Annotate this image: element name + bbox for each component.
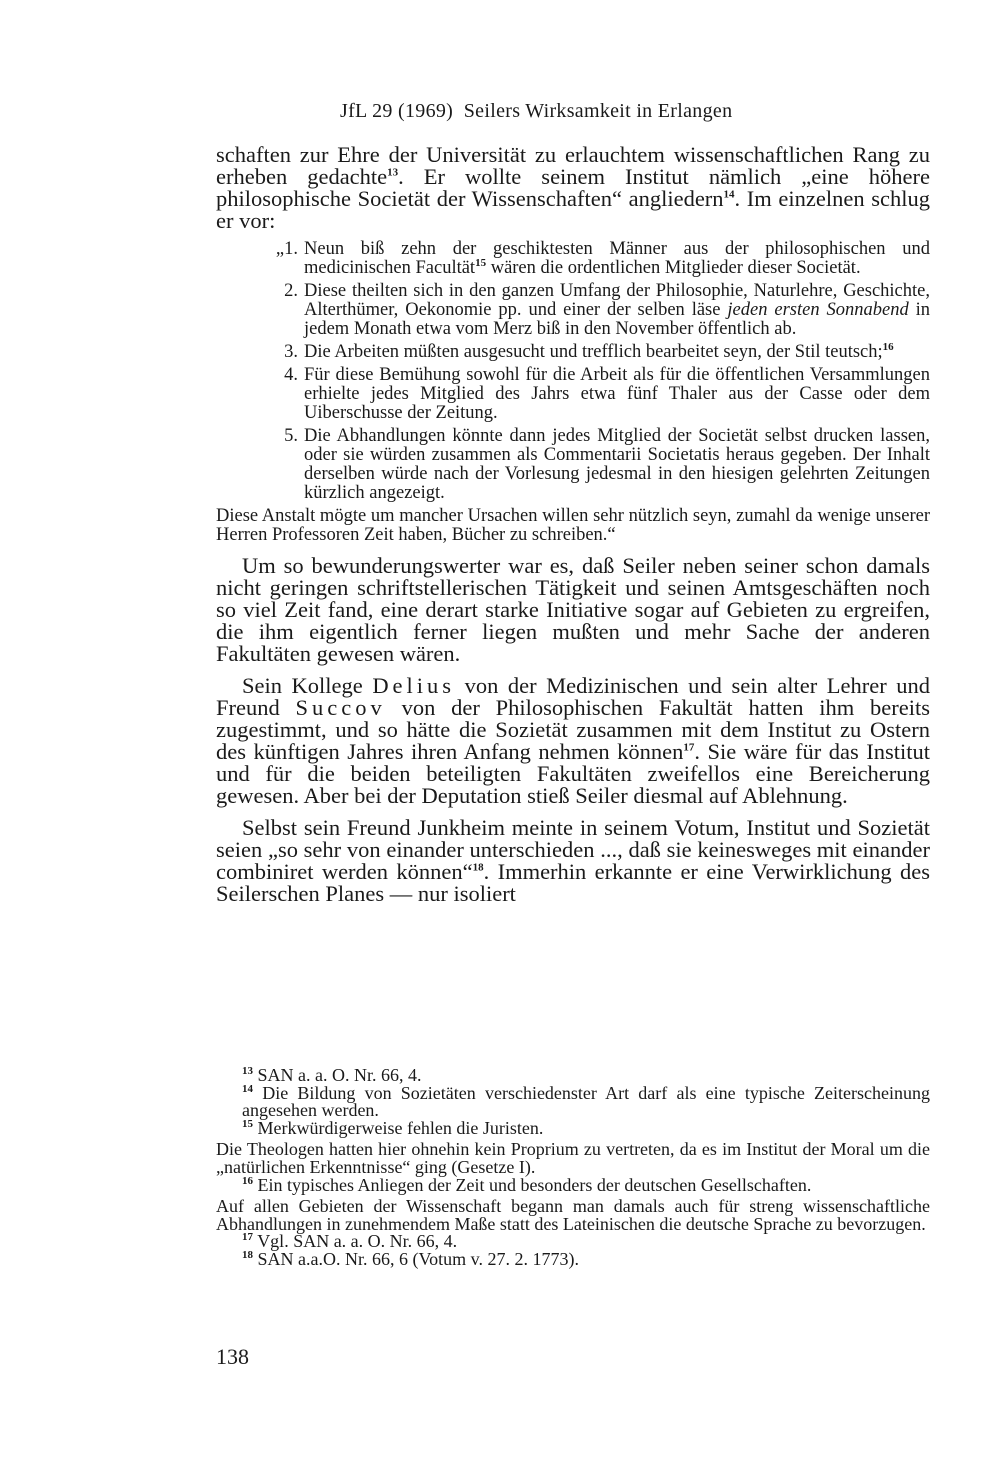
quote-item: 2. Diese theilten sich in den ganzen Umfang der Philosophie, Naturlehre, Geschichte, Alterthümer, Oekonomie pp. und einer der selben läse jeden ersten Sonnabend in jedem Monath etwa vom Merz biß in den November öffentlich ab. — [216, 282, 930, 339]
running-title: Seilers Wirksamkeit in Erlangen — [463, 100, 733, 122]
quote-item-number: 2. — [284, 281, 298, 301]
quote-closing: Diese Anstalt mögte um mancher Ursachen willen sehr nützlich seyn, zumahl da wenige unserer Herren Professoren Zeit haben, Bücher zu schreiben.“ — [216, 506, 930, 545]
footnote-continuation: Auf allen Gebieten der Wissenschaft begann man damals auch für streng wissenschaftliche Abhandlungen in zunehmendem Maße statt des Lateinischen die deutsche Sprache zu bevorzugen. — [216, 1196, 930, 1234]
main-text — [216, 144, 930, 905]
footnote: $^{18}$ SAN a.a.O. Nr. 66, 6 (Votum v. 27. 2. 1773). — [242, 1248, 579, 1269]
footnote-ref: 17 — [683, 741, 695, 754]
paragraph-1: schaften zur Ehre der Universität zu erlauchtem wissenschaftlichen Rang zu erheben gedachte$^{13}$. Er wollte seinem Institut nämlich „eine höhere philosophische Societät der Wissenschaften“ angliedern$^{14}$. Im einzelnen schlug er vor: — [216, 142, 930, 233]
footnote-ref: 13 — [387, 166, 399, 179]
footnote-ref: 14 — [723, 188, 735, 201]
quote-item: „1. Neun biß zehn der geschiktesten Männer aus der philosophischen und medicinischen Facultät$^{15}$ wären die ordentlichen Mitglieder dieser Societät. — [216, 240, 930, 278]
quote-item: 3. Die Arbeiten müßten ausgesucht und trefflich bearbeitet seyn, der Stil teutsch;$^{16}$ — [216, 343, 930, 362]
footnotes — [216, 1067, 930, 1269]
footnote: $^{16}$ Ein typisches Anliegen der Zeit und besonders der deutschen Gesellschaften. — [242, 1174, 812, 1195]
quote-item-number: „1. — [275, 239, 298, 259]
footnote: $^{13}$ SAN a. a. O. Nr. 66, 4. — [242, 1065, 422, 1085]
footnote: $^{15}$ Merkwürdigerweise fehlen die Juristen. — [242, 1117, 544, 1138]
footnote-ref: 18 — [472, 861, 484, 874]
paragraph-4: Selbst sein Freund Junkheim meinte in seinem Votum, Institut und Sozietät seien „so sehr von einander unterschieden ..., daß sie keinesweges mit einander combiniret werden können“$^{18}$. Immerhin erkannte er eine Verwirklichung des Seilerschen Planes — nur isoliert — [216, 815, 930, 906]
person-name: Delius — [372, 673, 456, 698]
footnote-ref: 16 — [882, 340, 894, 353]
paragraph-2: Um so bewunderungswerter war es, daß Seiler neben seiner schon damals nicht geringen schriftstellerischen Tätigkeit und seinen Amtsgeschäften noch so viel Zeit fand, eine derart starke Initiative sogar auf Gebieten zu ergreifen, die ihm eigentlich ferner liegen mußten und mehr Sache der anderen Fakultäten gewesen wären. — [216, 553, 930, 666]
footnote-ref: 15 — [475, 256, 487, 269]
person-name: Succov — [295, 695, 386, 720]
quote-item: 4. Für diese Bemühung sowohl für die Arbeit als für die öffentlichen Versammlungen erhielte jedes Mitglied des Jahrs etwa fünf Thaler aus der Casse oder dem Uiberschusse der Zeitung. — [216, 366, 930, 423]
footnote: $^{17}$ Vgl. SAN a. a. O. Nr. 66, 4. — [242, 1231, 458, 1252]
quote-item-number: 4. — [284, 365, 298, 385]
paragraph-3: Sein Kollege Delius von der Medizinischen und sein alter Lehrer und Freund Succov von der Philosophischen Fakultät hatten ihm bereits zugestimmt, und so hätte die Sozietät zusammen mit dem Institut zu Ostern des künftigen Jahres ihren Anfang nehmen können$^{17}$. Sie wäre für das Institut und für die beiden beteiligten Fakultäten zweifellos eine Bereicherung gewesen. Aber bei der Deputation stieß Seiler diesmal auf Ablehnung. — [216, 673, 930, 808]
footnote-continuation: Die Theologen hatten hier ohnehin kein Proprium zu vertreten, da es im Institut der Moral um die „natürlichen Erkenntnisse“ ging (Gesetze I). — [216, 1139, 930, 1177]
footnote: $^{14}$ Die Bildung von Sozietäten verschiedenster Art darf als eine typische Zeiterscheinung angesehen werden. — [242, 1082, 930, 1121]
running-header — [340, 100, 732, 123]
quote-item-number: 5. — [284, 426, 298, 446]
italic-emphasis: jeden ersten Sonnabend — [727, 300, 909, 320]
quote-item: 5. Die Abhandlungen könnte dann jedes Mitglied der Societät selbst drucken lassen, oder sie würden zusammen als Commentarii Societatis heraus gegeben. Der Inhalt derselben würde nach der Vorlesung jedesmal in den hiesigen gelehrten Zeitungen kürzlich angezeigt. — [216, 427, 930, 503]
block-quote — [216, 240, 930, 545]
journal-reference: JfL 29 (1969) — [340, 100, 454, 122]
page-number: 138 — [216, 1344, 249, 1369]
quote-item-number: 3. — [284, 342, 298, 362]
